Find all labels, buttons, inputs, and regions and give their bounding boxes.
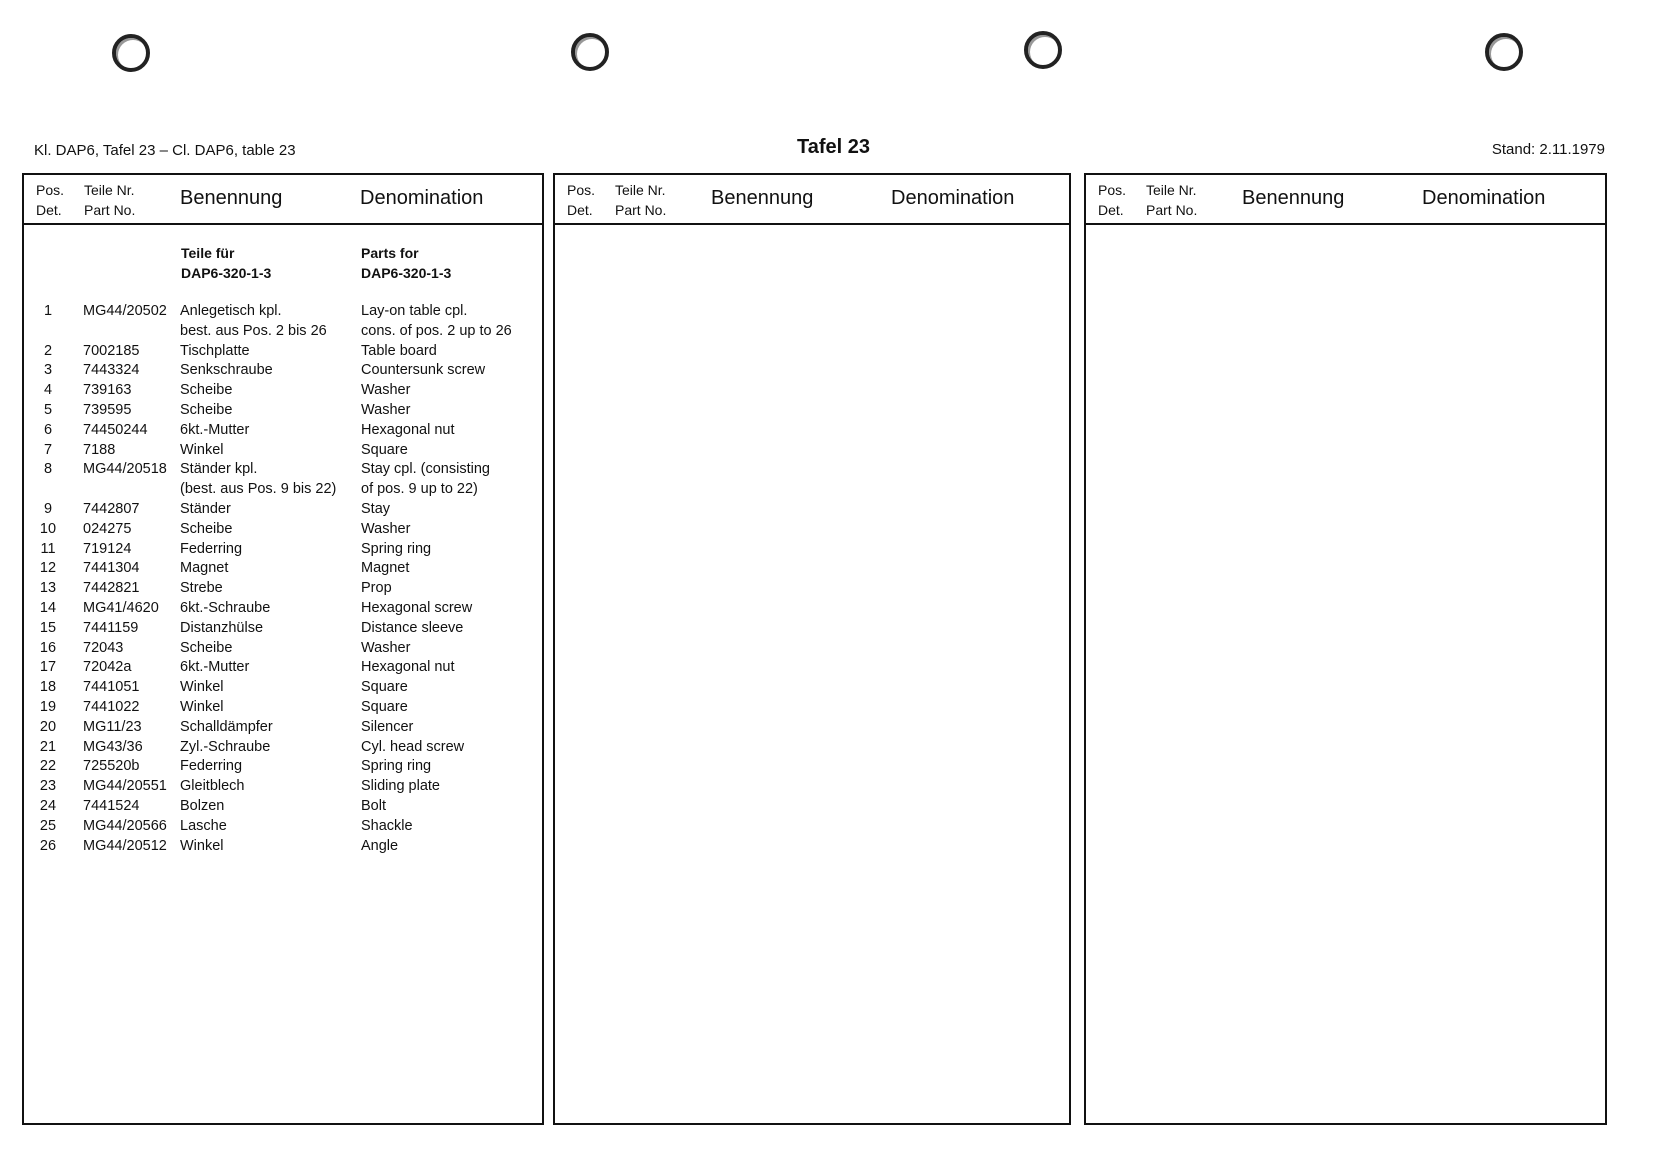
parts-list	[24, 302, 542, 856]
row-denomination: Spring ring	[361, 540, 432, 557]
row-denomination: Washer	[361, 520, 411, 537]
col-denomination-header: Denomination	[891, 187, 1015, 209]
row-pos: 20	[39, 718, 57, 735]
table-row	[24, 757, 542, 777]
row-benennung: Strebe	[180, 580, 223, 597]
row-benennung: Scheibe	[180, 382, 233, 399]
row-pos: 17	[39, 659, 57, 676]
table-row	[24, 302, 542, 322]
row-denomination: Sliding plate	[361, 778, 440, 795]
row-denomination: Spring ring	[361, 758, 432, 775]
row-part-no: 7443324	[83, 362, 140, 379]
row-benennung: Federring	[180, 758, 243, 775]
row-part-no: MG43/36	[83, 738, 143, 755]
table-row	[24, 520, 542, 540]
row-benennung: Schalldämpfer	[180, 718, 273, 735]
row-benennung: Winkel	[180, 441, 224, 458]
row-pos: 1	[43, 303, 53, 319]
table-row	[24, 381, 542, 401]
row-pos: 23	[39, 778, 57, 795]
row-part-no: 7002185	[83, 342, 140, 359]
row-benennung: Winkel	[180, 837, 224, 854]
punch-hole	[571, 33, 609, 71]
col-benennung-header: Benennung	[1242, 187, 1345, 209]
table-row	[24, 460, 542, 480]
row-pos: 2	[43, 342, 53, 359]
row-pos: 8	[43, 461, 53, 478]
row-denomination: Countersunk screw	[361, 362, 486, 379]
row-part-no: MG41/4620	[83, 599, 159, 616]
row-part-no: 7441022	[83, 698, 140, 715]
table-row	[24, 559, 542, 579]
row-pos: 12	[39, 560, 57, 577]
table-row	[24, 500, 542, 520]
row-benennung: Bolzen	[180, 797, 225, 814]
row-benennung: (best. aus Pos. 9 bis 22)	[180, 481, 337, 498]
row-denomination: Square	[361, 679, 408, 696]
row-denomination: cons. of pos. 2 up to 26	[361, 322, 512, 339]
table-row	[24, 817, 542, 837]
row-denomination: Hexagonal nut	[361, 659, 455, 676]
row-pos: 22	[39, 758, 57, 775]
col-part-header: Teile Nr. Part No.	[1146, 182, 1198, 218]
row-benennung: Ständer kpl.	[180, 461, 258, 478]
row-benennung: Winkel	[180, 698, 224, 715]
table-row	[24, 658, 542, 678]
table-header	[555, 175, 1069, 225]
table-row	[24, 599, 542, 619]
parts-table-panel-1	[22, 173, 544, 1125]
row-benennung: Anlegetisch kpl.	[180, 303, 282, 319]
table-row	[24, 797, 542, 817]
table-row	[24, 401, 542, 421]
table-row	[24, 718, 542, 738]
col-benennung-header: Benennung	[180, 187, 283, 209]
col-part-header: Teile Nr. Part No.	[84, 182, 136, 218]
table-row	[24, 619, 542, 639]
row-pos: 18	[39, 679, 57, 696]
row-part-no: 7441051	[83, 679, 140, 696]
row-denomination: Distance sleeve	[361, 619, 464, 636]
row-part-no: 7442807	[83, 500, 140, 517]
row-benennung: Distanzhülse	[180, 619, 264, 636]
row-benennung: best. aus Pos. 2 bis 26	[180, 322, 327, 339]
row-pos: 11	[40, 540, 56, 557]
row-denomination: Bolt	[361, 797, 386, 814]
page-title: Tafel 23	[797, 136, 870, 158]
table-row	[24, 639, 542, 659]
table-row	[24, 777, 542, 797]
document-reference: Kl. DAP6, Tafel 23 – Cl. DAP6, table 23	[34, 142, 296, 159]
table-row	[24, 837, 542, 857]
parts-table-panel-3	[1084, 173, 1607, 1125]
row-part-no: 024275	[83, 520, 132, 537]
row-part-no: 7441524	[83, 797, 140, 814]
row-benennung: Federring	[180, 540, 243, 557]
row-benennung: Lasche	[180, 817, 227, 834]
row-denomination: Hexagonal nut	[361, 421, 455, 438]
table-row	[24, 579, 542, 599]
row-part-no: MG11/23	[83, 718, 142, 735]
row-part-no: 7441159	[83, 619, 139, 636]
table-row	[24, 480, 542, 500]
row-benennung: Gleitblech	[180, 778, 245, 795]
row-benennung: Winkel	[180, 679, 224, 696]
row-pos: 9	[43, 500, 53, 517]
row-denomination: Cyl. head screw	[361, 738, 465, 755]
row-benennung: 6kt.-Mutter	[180, 421, 250, 438]
col-denomination-header: Denomination	[1422, 187, 1546, 209]
col-denomination-header: Denomination	[360, 187, 484, 209]
row-part-no: 72043	[83, 639, 124, 656]
row-denomination: Silencer	[361, 718, 414, 735]
row-pos: 5	[43, 401, 53, 418]
row-benennung: Scheibe	[180, 639, 233, 656]
punch-hole	[112, 34, 150, 72]
section-title-de: Teile für DAP6-320-1-3	[181, 245, 272, 281]
table-row	[24, 342, 542, 362]
row-denomination: Hexagonal screw	[361, 599, 473, 616]
row-benennung: Tischplatte	[180, 342, 250, 359]
row-pos: 19	[39, 698, 57, 715]
table-row	[24, 738, 542, 758]
table-row	[24, 322, 542, 342]
col-benennung-header: Benennung	[711, 187, 814, 209]
row-benennung: Magnet	[180, 560, 229, 577]
row-pos: 7	[43, 441, 53, 458]
table-row	[24, 361, 542, 381]
table-body	[24, 223, 542, 1123]
row-benennung: 6kt.-Mutter	[180, 659, 250, 676]
row-part-no: 74450244	[83, 421, 148, 438]
row-part-no: 725520b	[83, 758, 140, 775]
row-denomination: Table board	[361, 342, 437, 359]
col-pos-header: Pos. Det.	[567, 182, 596, 218]
row-part-no: 72042a	[83, 659, 132, 676]
row-denomination: Washer	[361, 639, 411, 656]
table-header	[24, 175, 542, 225]
col-pos-header: Pos. Det.	[36, 182, 65, 218]
row-pos: 4	[43, 382, 53, 399]
row-pos: 24	[39, 797, 57, 814]
row-denomination: Washer	[361, 382, 411, 399]
row-pos: 15	[39, 619, 57, 636]
row-denomination: Washer	[361, 401, 411, 418]
table-row	[24, 678, 542, 698]
row-part-no: MG44/20502	[83, 303, 167, 319]
row-denomination: Angle	[361, 837, 399, 854]
col-pos-header: Pos. Det.	[1098, 182, 1127, 218]
section-title-en: Parts for DAP6-320-1-3	[361, 245, 452, 281]
row-benennung: Scheibe	[180, 520, 233, 537]
row-pos: 14	[39, 599, 57, 616]
row-pos: 3	[43, 362, 53, 379]
row-pos: 6	[43, 421, 53, 438]
row-pos: 13	[39, 580, 57, 597]
punch-hole	[1485, 33, 1523, 71]
table-row	[24, 421, 542, 441]
table-row	[24, 441, 542, 461]
row-denomination: Prop	[361, 580, 392, 597]
table-row	[24, 540, 542, 560]
row-denomination: Shackle	[361, 817, 413, 834]
row-denomination: Stay cpl. (consisting	[361, 461, 490, 478]
row-part-no: 7441304	[83, 560, 140, 577]
col-part-header: Teile Nr. Part No.	[615, 182, 667, 218]
row-pos: 10	[39, 520, 57, 537]
row-denomination: Square	[361, 441, 408, 458]
row-denomination: Magnet	[361, 560, 410, 577]
row-pos: 16	[39, 639, 57, 656]
row-part-no: 739163	[83, 382, 132, 399]
row-part-no: 7188	[83, 441, 116, 458]
row-pos: 26	[39, 837, 57, 854]
row-part-no: 739595	[83, 401, 132, 418]
row-pos: 21	[39, 738, 57, 755]
row-part-no: MG44/20518	[83, 461, 167, 478]
row-denomination: Square	[361, 698, 408, 715]
row-part-no: MG44/20551	[83, 778, 167, 795]
row-part-no: 7442821	[83, 580, 140, 597]
table-header	[1086, 175, 1605, 225]
row-benennung: 6kt.-Schraube	[180, 599, 271, 616]
row-denomination: Lay-on table cpl.	[361, 303, 468, 319]
row-denomination: of pos. 9 up to 22)	[361, 481, 478, 498]
row-benennung: Ständer	[180, 500, 231, 517]
punch-hole	[1024, 31, 1062, 69]
revision-date: Stand: 2.11.1979	[1491, 141, 1605, 158]
row-benennung: Zyl.-Schraube	[180, 738, 271, 755]
parts-table-panel-2	[553, 173, 1071, 1125]
row-pos: 25	[39, 817, 57, 834]
row-part-no: MG44/20512	[83, 837, 167, 854]
row-part-no: MG44/20566	[83, 817, 167, 834]
row-benennung: Senkschraube	[180, 362, 273, 379]
table-row	[24, 698, 542, 718]
row-part-no: 719124	[83, 540, 132, 557]
row-denomination: Stay	[361, 500, 391, 517]
row-benennung: Scheibe	[180, 401, 233, 418]
